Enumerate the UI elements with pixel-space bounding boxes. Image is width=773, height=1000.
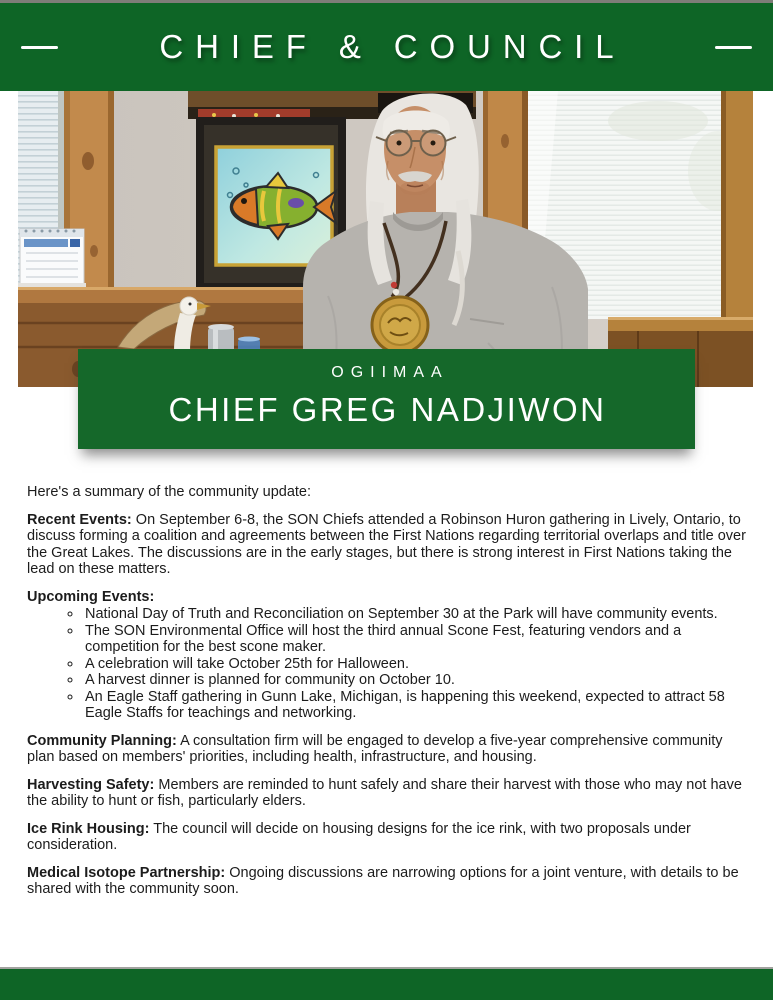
section-ice-rink-housing xyxy=(27,821,750,854)
section-upcoming-events xyxy=(27,589,750,722)
list-item: ◦ A harvest dinner is planned for community on October 10. xyxy=(83,672,750,689)
section-text: On September 6-8, the SON Chiefs attended a Robinson Huron gathering in Lively, Ontario, to discuss forming a coalition and agreements between the First Nations regarding territorial overlaps and title over the Great Lakes. The discussions are in the early stages, but there is strong interest in First Nations taking the lead on these matters. xyxy=(27,511,746,577)
section-harvesting-safety xyxy=(27,777,750,810)
list-item: ◦ National Day of Truth and Reconciliation on September 30 at the Park will have community events. xyxy=(83,606,750,623)
hero-section xyxy=(18,91,753,428)
header-dash-right-icon xyxy=(715,46,752,49)
section-recent-events xyxy=(27,512,750,578)
section-medical-isotope xyxy=(27,865,750,898)
section-label: Community Planning: xyxy=(27,732,177,749)
section-text: Members are reminded to hunt safely and share their harvest with those who may not have the ability to hunt or fish, particularly elders. xyxy=(27,776,742,809)
desk-calendar xyxy=(18,229,86,289)
section-label: Harvesting Safety: xyxy=(27,776,155,793)
banner-subtitle: OGIIMAA xyxy=(331,364,449,381)
section-text: A consultation firm will be engaged to develop a five-year comprehensive community plan based on members' priorities, including health, infrastructure, and housing. xyxy=(27,732,723,765)
section-label: Upcoming Events: xyxy=(27,588,155,605)
list-item: ◦ A celebration will take October 25th for Halloween. xyxy=(83,656,750,673)
page-header xyxy=(0,0,773,91)
section-label: Recent Events: xyxy=(27,511,132,528)
name-banner xyxy=(78,349,695,449)
section-text: The council will decide on housing designs for the ice rink, with two proposals under consideration. xyxy=(27,820,691,853)
header-dash-left-icon xyxy=(21,46,58,49)
page-title: CHIEF & COUNCIL xyxy=(159,28,626,65)
banner-name: CHIEF GREG NADJIWON xyxy=(168,391,607,428)
community-update xyxy=(0,387,773,898)
section-label: Ice Rink Housing: xyxy=(27,820,150,837)
section-community-planning xyxy=(27,733,750,766)
list-item: ◦ The SON Environmental Office will host the third annual Scone Fest, featuring vendors and a competition for the best scone maker. xyxy=(83,623,750,656)
section-label: Medical Isotope Partnership: xyxy=(27,864,226,881)
upcoming-events-list xyxy=(27,606,750,722)
footer-bar xyxy=(0,967,773,1000)
section-text: Ongoing discussions are narrowing options for a joint venture, with details to be shared with the community soon. xyxy=(27,864,739,897)
list-item: ◦ An Eagle Staff gathering in Gunn Lake, Michigan, is happening this weekend, expected to attract 58 Eagle Staffs for teachings and networking. xyxy=(83,689,750,722)
intro-line: Here's a summary of the community update: xyxy=(27,484,312,500)
chief-photo xyxy=(18,91,753,387)
